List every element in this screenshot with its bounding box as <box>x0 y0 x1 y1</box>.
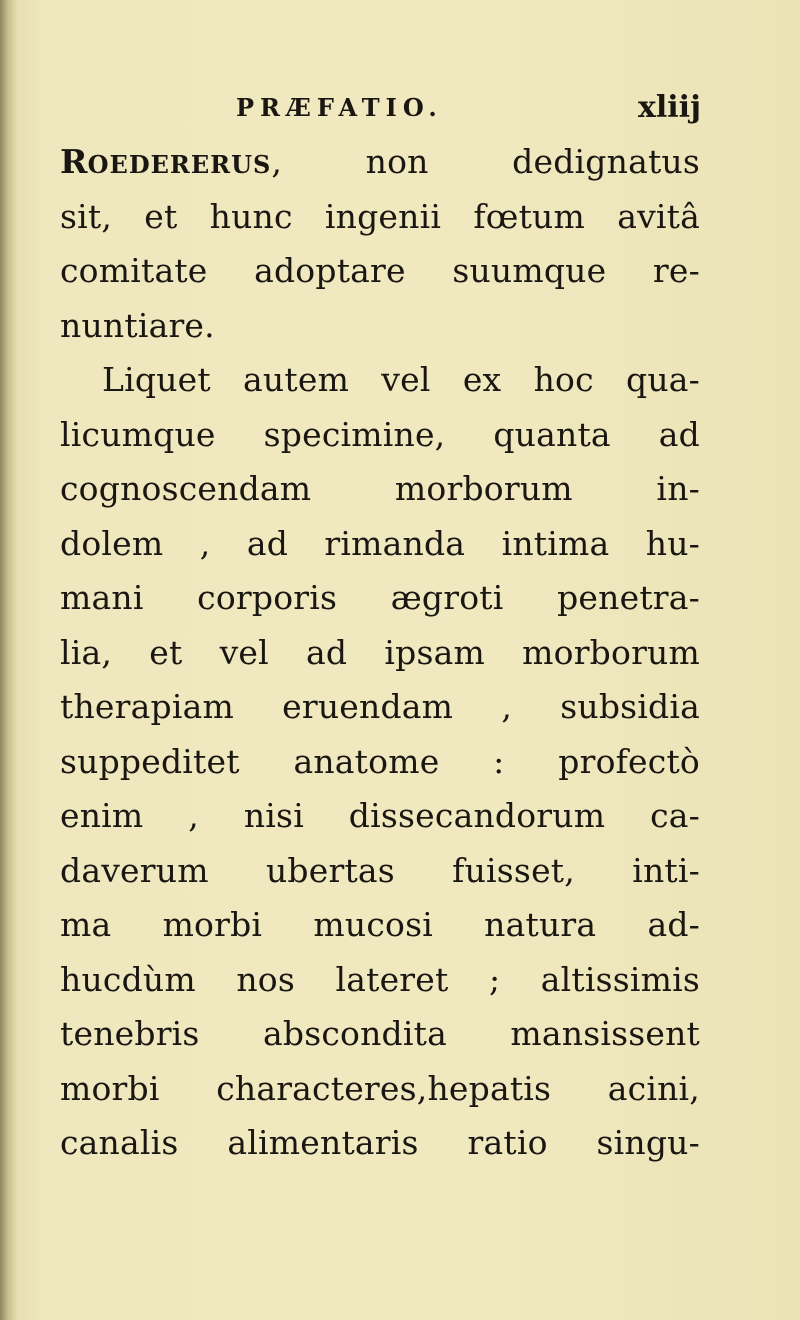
text-line: Liquet autem vel ex hoc qua- <box>102 360 700 399</box>
text-line <box>60 135 700 190</box>
text-line: ma morbi mucosi natura ad- <box>60 905 700 944</box>
text-line: canalis alimentaris ratio singu- <box>60 1123 700 1162</box>
name-small-caps: OEDERERUS <box>87 150 272 179</box>
text-line: suppeditet anatome : profectò <box>60 741 700 781</box>
text-line: comitate adoptare suumque re- <box>60 251 700 290</box>
running-title: PRÆFATIO. <box>236 93 443 122</box>
text-line: hucdùm nos lateret ; altissimis <box>60 959 700 999</box>
page-header <box>0 88 800 128</box>
body-text <box>60 135 700 1171</box>
text-line-rest: , non dedignatus <box>271 142 700 181</box>
page-gutter-shadow <box>0 0 18 1320</box>
name-initial: R <box>60 142 88 181</box>
text-line: lia, et vel ad ipsam morborum <box>60 632 700 672</box>
text-line: tenebris abscondita mansissent <box>60 1014 700 1053</box>
page-number: xliij <box>638 90 701 125</box>
text-line: therapiam eruendam , subsidia <box>60 687 700 726</box>
text-line: daverum ubertas fuisset, inti- <box>60 850 700 890</box>
text-line: mani corporis ægroti penetra- <box>60 578 700 617</box>
text-line: morbi characteres,hepatis acini, <box>60 1068 700 1108</box>
text-line: cognoscendam morborum in- <box>60 469 700 508</box>
text-line: nuntiare. <box>60 305 215 345</box>
text-line: dolem , ad rimanda intima hu- <box>60 523 700 563</box>
text-line: enim , nisi dissecandorum ca- <box>60 796 700 835</box>
text-line: licumque specimine, quanta ad <box>60 414 700 454</box>
text-line: sit, et hunc ingenii fœtum avitâ <box>60 196 700 236</box>
